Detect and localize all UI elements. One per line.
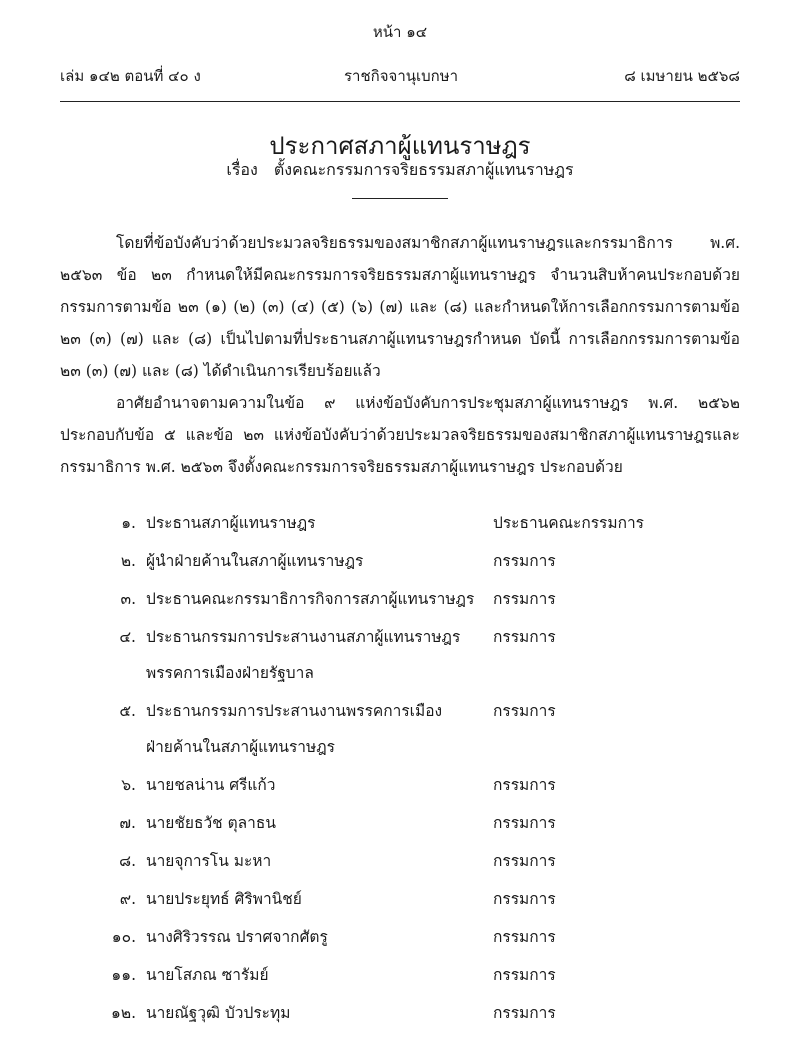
member-name: นายจุการโน มะหา (146, 852, 272, 870)
announcement-subject (0, 158, 800, 183)
member-row (0, 624, 800, 682)
member-name: ประธานกรรมการประสานงานสภาผู้แทนราษฎร (146, 628, 461, 646)
member-name: นายประยุทธ์ ศิริพานิชย์ (146, 890, 302, 908)
member-row (0, 548, 800, 580)
member-role: กรรมการ (493, 628, 556, 646)
member-role: กรรมการ (493, 552, 556, 570)
member-number: ๑๐. (111, 928, 136, 946)
member-number: ๑๒. (111, 1004, 136, 1022)
member-row (0, 586, 800, 618)
subject-label: เรื่อง (226, 160, 258, 179)
member-number: ๒. (120, 552, 136, 570)
page-number: หน้า ๑๔ (372, 23, 428, 41)
member-name: ประธานกรรมการประสานงานพรรคการเมือง (146, 702, 443, 720)
member-row (0, 1000, 800, 1032)
gazette-name: ราชกิจจานุเบกษา (344, 67, 459, 85)
member-number: ๑. (121, 514, 136, 532)
member-row (0, 810, 800, 842)
announcement-title: ประกาศสภาผู้แทนราษฎร (269, 132, 531, 160)
member-row (0, 886, 800, 918)
title-divider (352, 198, 448, 199)
member-name: ประธานคณะกรรมาธิการกิจการสภาผู้แทนราษฎร (146, 590, 475, 608)
member-name: นางศิริวรรณ ปราศจากศัตรู (146, 928, 328, 946)
member-name: ประธานสภาผู้แทนราษฎร (146, 514, 316, 532)
member-number: ๖. (121, 776, 136, 794)
member-row (0, 698, 800, 756)
member-role: กรรมการ (493, 966, 556, 984)
member-number: ๙. (119, 890, 136, 908)
member-number: ๕. (119, 702, 136, 720)
publication-date: ๘ เมษายน ๒๕๖๘ (624, 67, 740, 85)
member-name: นายชลน่าน ศรีแก้ว (146, 776, 276, 794)
member-role: กรรมการ (493, 590, 556, 608)
member-name: ผู้นำฝ่ายค้านในสภาผู้แทนราษฎร (146, 552, 364, 570)
member-role: กรรมการ (493, 928, 556, 946)
member-number: ๘. (119, 852, 136, 870)
member-row (0, 924, 800, 956)
member-row (0, 962, 800, 994)
member-role: กรรมการ (493, 814, 556, 832)
subject-text: ตั้งคณะกรรมการจริยธรรมสภาผู้แทนราษฎร (273, 160, 574, 179)
volume-issue: เล่ม ๑๔๒ ตอนที่ ๔๐ ง (60, 67, 201, 85)
paragraph-1: โดยที่ข้อบังคับว่าด้วยประมวลจริยธรรมของสมาชิกสภาผู้แทนราษฎรและกรรมาธิการ พ.ศ. ๒๕๖๓ ข้อ ๒๓ กำหนดให้มีคณะกรรมการจริยธรรมสภาผู้แทนราษฎร จำนวนสิบห้าคนประกอบด้วยกรรมการตามข้อ ๒๓ (๑) (๒) (๓) (๔) (๕) (๖) (๗) และ (๘) และกำหนดให้การเลือกกรรมการตามข้อ ๒๓ (๓) (๗) และ (๘) เป็นไปตามที่ประธานสภาผู้แทนราษฎรกำหนด บัดนี้ การเลือกกรรมการตามข้อ ๒๓ (๓) (๗) และ (๘) ได้ดำเนินการเรียบร้อยแล้ว (60, 234, 740, 380)
member-role: ประธานคณะกรรมการ (493, 514, 644, 532)
member-row (0, 772, 800, 804)
member-role: กรรมการ (493, 702, 556, 720)
member-name: นายณัฐวุฒิ บัวประทุม (146, 1004, 291, 1022)
member-number: ๔. (119, 628, 136, 646)
member-role: กรรมการ (493, 1004, 556, 1022)
member-role: กรรมการ (493, 776, 556, 794)
member-role: กรรมการ (493, 890, 556, 908)
member-number: ๓. (120, 590, 136, 608)
header-divider (60, 101, 740, 102)
member-name: นายชัยธวัช ตุลาธน (146, 814, 276, 832)
member-row (0, 510, 800, 542)
member-name-continued: พรรคการเมืองฝ่ายรัฐบาล (146, 664, 314, 682)
member-name-continued: ฝ่ายค้านในสภาผู้แทนราษฎร (146, 738, 335, 756)
member-number: ๑๑. (111, 966, 136, 984)
paragraph-2: อาศัยอำนาจตามความในข้อ ๙ แห่งข้อบังคับการประชุมสภาผู้แทนราษฎร พ.ศ. ๒๕๖๒ ประกอบกับข้อ ๕ และข้อ ๒๓ แห่งข้อบังคับว่าด้วยประมวลจริยธรรมของสมาชิกสภาผู้แทนราษฎรและกรรมาธิการ พ.ศ. ๒๕๖๓ จึงตั้งคณะกรรมการจริยธรรมสภาผู้แทนราษฎร ประกอบด้วย (60, 394, 740, 476)
member-role: กรรมการ (493, 852, 556, 870)
member-name: นายโสภณ ซารัมย์ (146, 966, 269, 984)
announcement-body (60, 227, 740, 483)
member-number: ๗. (119, 814, 136, 832)
member-row (0, 848, 800, 880)
